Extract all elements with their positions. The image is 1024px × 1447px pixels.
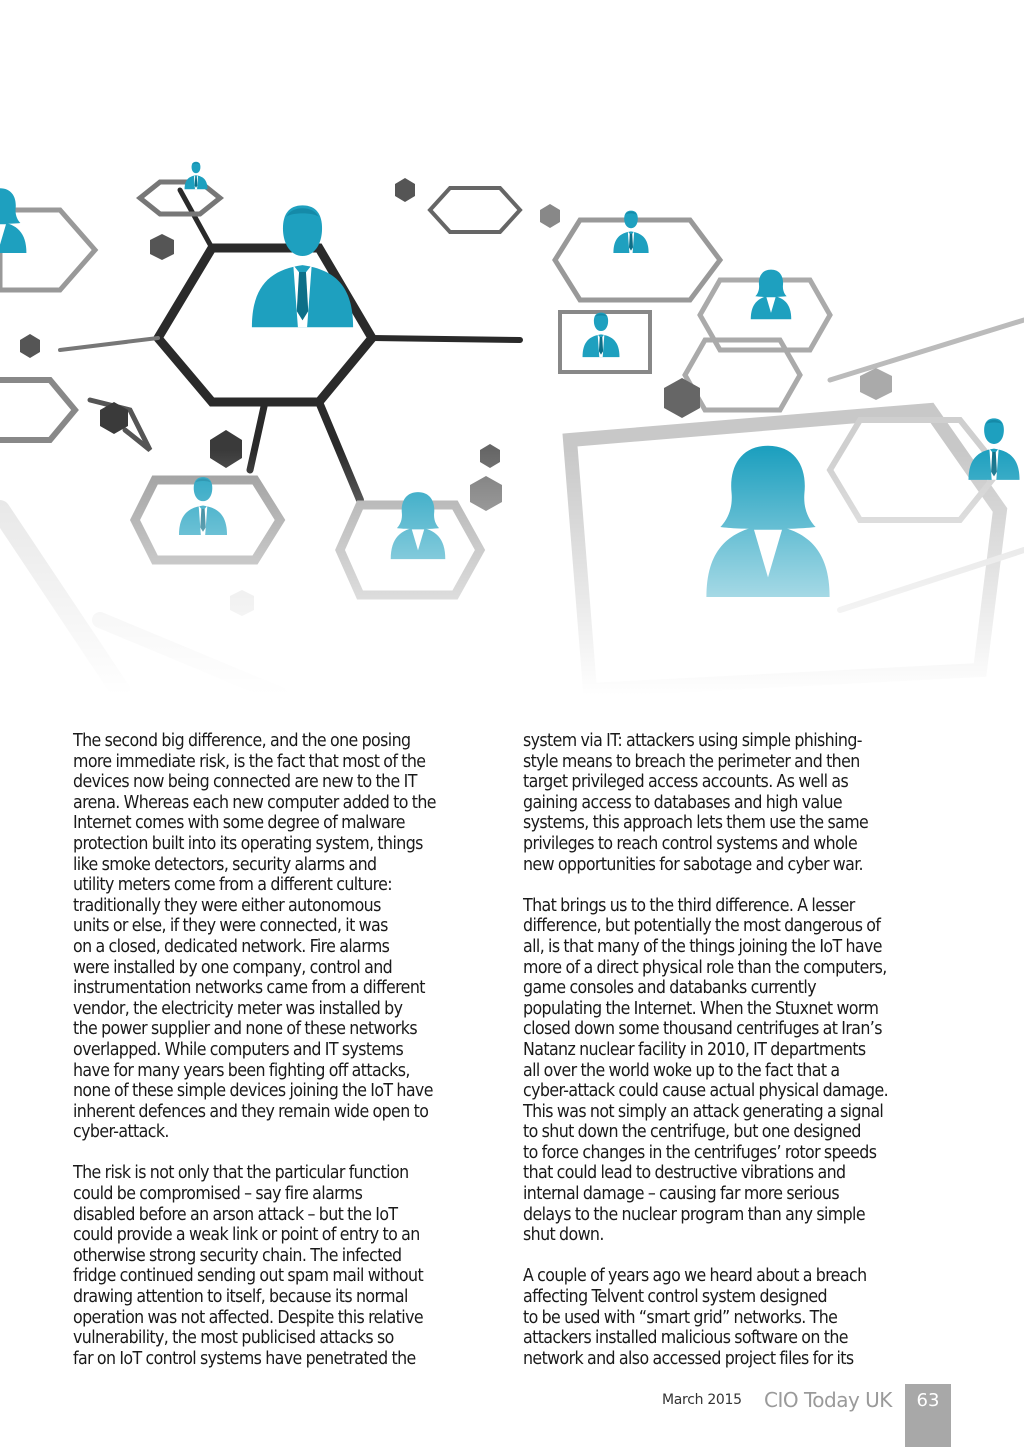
right-column (523, 731, 955, 1390)
paragraph: The second big difference, and the one posing more immediate risk, is the fact that most of the devices now being connected are new to the IT arena. Whereas each new computer added to the Internet comes with some degree of malware protection built into its operating system, things like smoke detectors, security alarms and utility meters come from a different culture: traditionally they were either autonomous units or else, if they were connected, it was on a closed, dedicated network. Fire alarms were installed by one company, control and instrumentation networks came from a different vendor, the electricity meter was installed by the power supplier and none of these networks overlapped. While computers and IT systems have for many years been fighting off attacks, none of these simple devices joining the IoT have inherent defences and they remain wide open to cyber-attack. (73, 731, 436, 1143)
page-number: 63 (905, 1384, 951, 1447)
network-illustration (0, 150, 1024, 695)
paragraph: That brings us to the third difference. A lesser difference, but potentially the most dangerous of all, is that many of the things joining the IoT have more of a direct physical role than the computers, game consoles and databanks currently populating the Internet. When the Stuxnet worm closed down some thousand centrifuges at Iran’s Natanz nuclear facility in 2010, IT departments all over the world woke up to the fact that a cyber-attack could cause actual physical damage. This was not simply an attack generating a signal to shut down the centrifuge, but one designed to force changes in the centrifuges’ rotor speeds that could lead to destructive vibrations and internal damage – causing far more serious delays to the nuclear program than any simple shut down. (523, 895, 889, 1246)
paragraph: The risk is not only that the particular function could be compromised – say fire alarms disabled before an arson attack – but the IoT could provide a weak link or point of entry to an otherwise strong security chain. The infected fridge continued sending out spam mail without drawing attention to itself, because its normal operation was not affected. Despite this relative vulnerability, the most publicised attacks so far on IoT control systems have penetrated the (73, 1163, 424, 1369)
paragraph: system via IT: attackers using simple phishing- style means to breach the perimeter and then target privileged access accounts. As well as gaining access to databases and high value systems, this approach lets them use the same privileges to reach control systems and whole new opportunities for sabotage and cyber war. (523, 731, 869, 875)
publication-name: CIO Today UK (764, 1388, 892, 1412)
paragraph: A couple of years ago we heard about a breach affecting Telvent control system designed to be used with “smart grid” networks. The attackers installed malicious software on the network and also accessed project files for its (523, 1266, 867, 1369)
issue-date: March 2015 (662, 1392, 742, 1408)
left-column (73, 731, 505, 1390)
